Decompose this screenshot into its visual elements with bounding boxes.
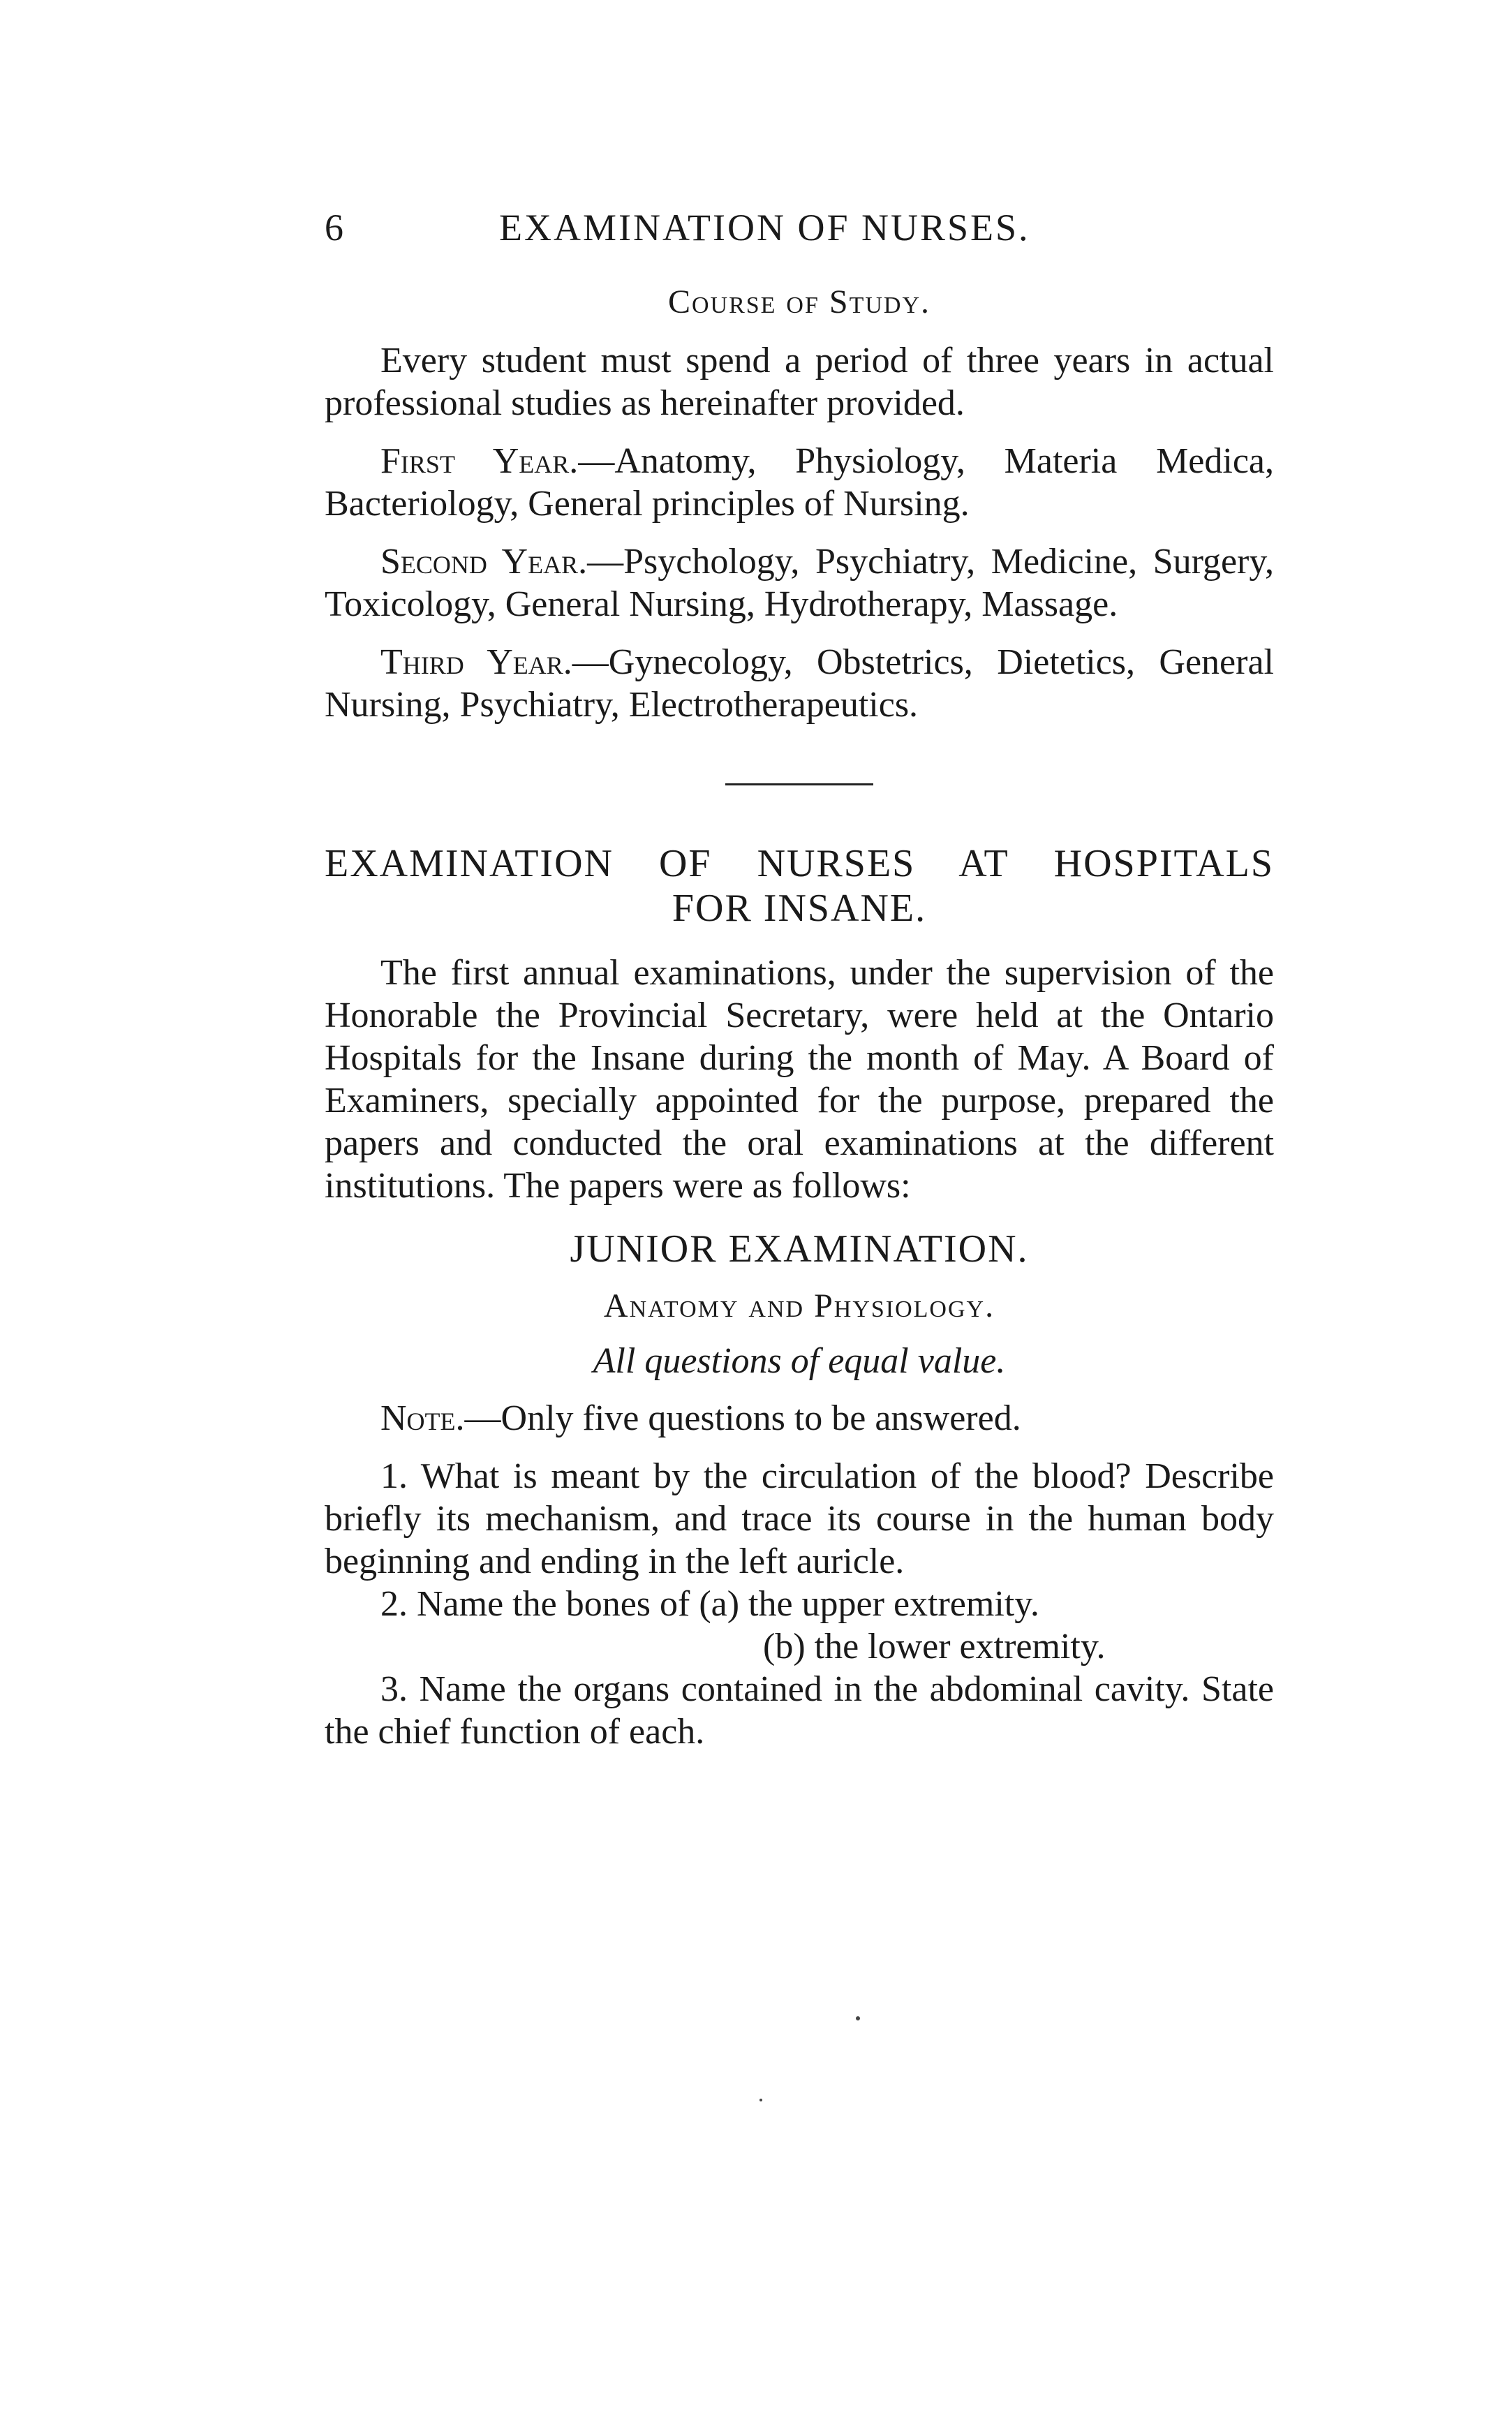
junior-exam-title: JUNIOR EXAMINATION. (570, 1227, 1029, 1271)
third-year-paragraph (325, 641, 1274, 726)
hospitals-title-line-2: FOR INSANE. (672, 887, 927, 930)
question-2-line-b: (b) the lower extremity. (763, 1627, 1106, 1666)
third-year-label: Third Year. (380, 642, 572, 682)
hospitals-title-line-1: EXAMINATION OF NURSES AT HOSPITALS (325, 842, 1274, 885)
course-of-study-heading: Course of Study. (667, 283, 931, 320)
section-divider (725, 783, 873, 785)
first-year-subjects: —Anatomy, Physiology, Materia Medica, Bacteriology, General principles of Nursing. (325, 441, 1274, 524)
hospitals-section-title (325, 841, 1274, 931)
running-head: EXAMINATION OF NURSES. (499, 207, 1030, 249)
note-text: —Only five questions to be answered. (464, 1398, 1021, 1438)
third-year-subjects: —Gynecology, Obstetrics, Dietetics, General Nursing, Psychiatry, Electrotherapeutics. (325, 642, 1274, 725)
question-2 (325, 1583, 1274, 1668)
question-3: 3. Name the organs contained in the abdominal cavity. State the chief function of each. (325, 1669, 1274, 1752)
first-year-label: First Year. (380, 441, 579, 481)
answer-note-paragraph (325, 1397, 1274, 1440)
page-speck (759, 2099, 762, 2101)
question-1: 1. What is meant by the circulation of the blood? Describe briefly its mechanism, and trace its course in the human body beginning and ending in the left auricle. (325, 1456, 1274, 1581)
first-year-paragraph (325, 440, 1274, 525)
question-2-line-a: 2. Name the bones of (a) the upper extremity. (380, 1584, 1039, 1624)
equal-value-note: All questions of equal value. (593, 1341, 1006, 1381)
document-page (325, 206, 1274, 1753)
second-year-subjects: —Psychology, Psychiatry, Medicine, Surgery, Toxicology, General Nursing, Hydrotherapy, Massage. (325, 542, 1274, 624)
exam-subject-heading: Anatomy and Physiology. (603, 1287, 995, 1324)
hospitals-body-paragraph: The first annual examinations, under the supervision of the Honorable the Provincial Secretary, were held at the Ontario Hospitals for the Insane during the month of May. A Board of Examiners, specially appointed for the purpose, prepared the papers and conducted the oral examinations at the different institutions. The papers were as follows: (325, 953, 1274, 1206)
second-year-label: Second Year. (380, 542, 588, 582)
note-label: Note. (380, 1398, 465, 1438)
page-number: 6 (325, 207, 346, 249)
page-header (325, 206, 1274, 269)
second-year-paragraph (325, 540, 1274, 626)
page-speck (856, 2016, 860, 2020)
course-intro-paragraph: Every student must spend a period of three years in actual professional studies as hereinafter provided. (325, 341, 1274, 423)
